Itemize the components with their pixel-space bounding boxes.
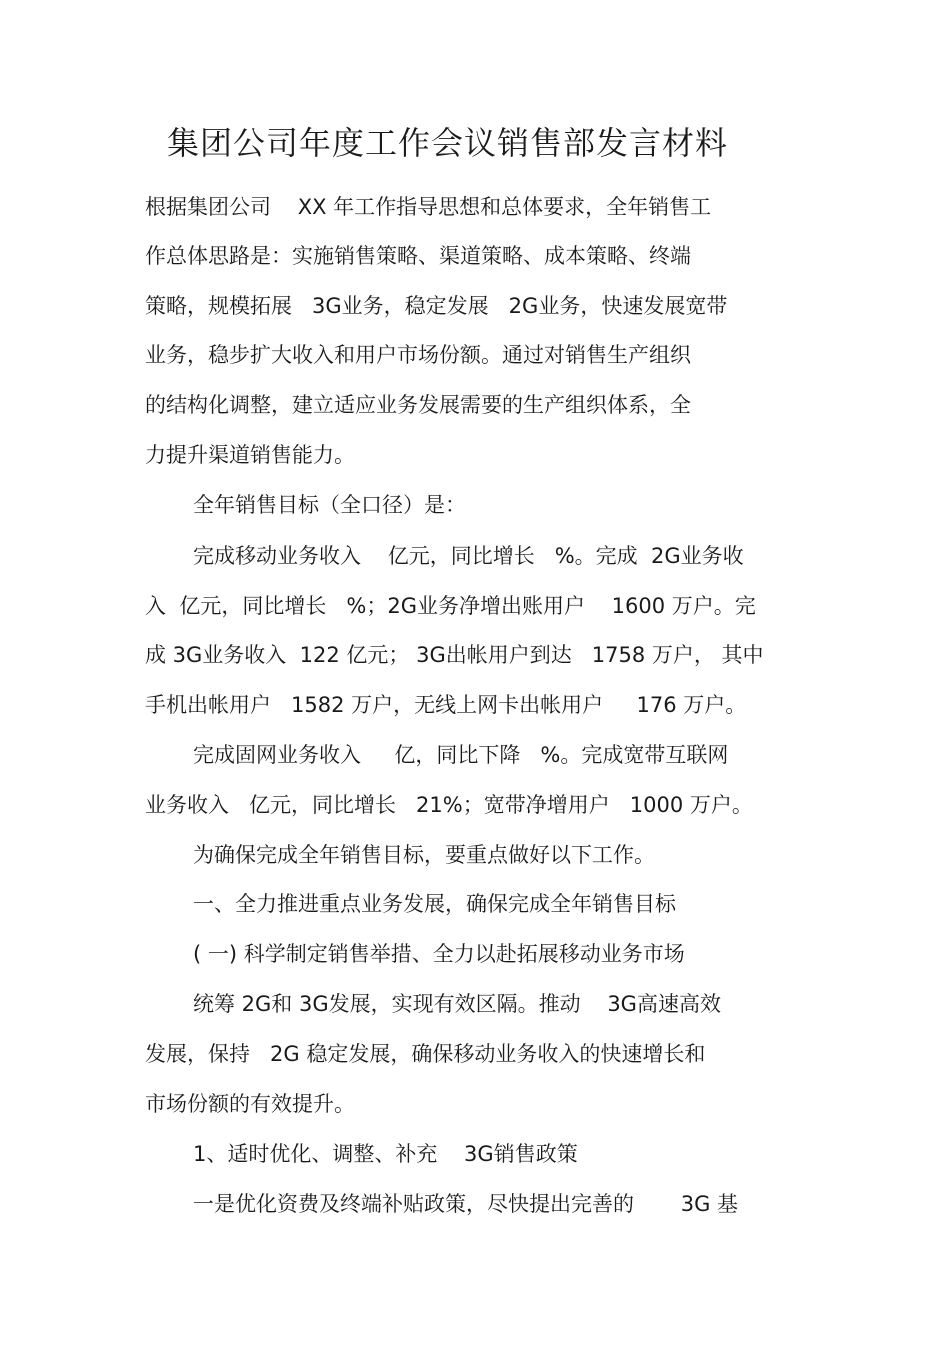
item-heading: 1、适时优化、调整、补充 3G销售政策: [193, 1142, 578, 1166]
body-line: 发展，保持 2G 稳定发展，确保移动业务收入的快速增长和: [145, 1042, 706, 1066]
body-line: 一是优化资费及终端补贴政策，尽快提出完善的 3G 基: [193, 1192, 739, 1216]
body-line: 成 3G业务收入 122 亿元； 3G出帐用户到达 1758 万户， 其中: [145, 643, 764, 667]
body-line: 作总体思路是：实施销售策略、渠道策略、成本策略、终端: [145, 244, 691, 268]
body-line: 业务收入 亿元，同比增长 21%；宽带净增用户 1000 万户。: [145, 793, 753, 817]
body-line: 完成固网业务收入 亿，同比下降 %。完成宽带互联网: [193, 743, 729, 767]
body-line: 力提升渠道销售能力。: [145, 443, 355, 467]
body-line: 市场份额的有效提升。: [145, 1092, 355, 1116]
body-line: 统筹 2G和 3G发展，实现有效区隔。推动 3G高速高效: [193, 992, 721, 1016]
body-line: 的结构化调整，建立适应业务发展需要的生产组织体系，全: [145, 393, 691, 417]
body-line: 根据集团公司 XX 年工作指导思想和总体要求，全年销售工: [145, 195, 712, 219]
body-line: 入 亿元，同比增长 %；2G业务净增出账用户 1600 万户。完: [145, 594, 756, 618]
body-line: 业务，稳步扩大收入和用户市场份额。通过对销售生产组织: [145, 343, 691, 367]
body-line: 完成移动业务收入 亿元，同比增长 %。完成 2G业务收: [193, 544, 744, 568]
body-line: 手机出帐用户 1582 万户，无线上网卡出帐用户 176 万户。: [145, 693, 747, 717]
body-line: 为确保完成全年销售目标，要重点做好以下工作。: [193, 843, 655, 867]
body-line: 全年销售目标（全口径）是：: [193, 493, 466, 517]
subsection-heading: ( 一) 科学制定销售举措、全力以赴拓展移动业务市场: [193, 942, 685, 966]
document-title: 集团公司年度工作会议销售部发言材料: [166, 124, 728, 162]
body-line: 策略，规模拓展 3G业务，稳定发展 2G业务，快速发展宽带: [145, 294, 728, 318]
section-heading: 一、全力推进重点业务发展，确保完成全年销售目标: [193, 892, 676, 916]
